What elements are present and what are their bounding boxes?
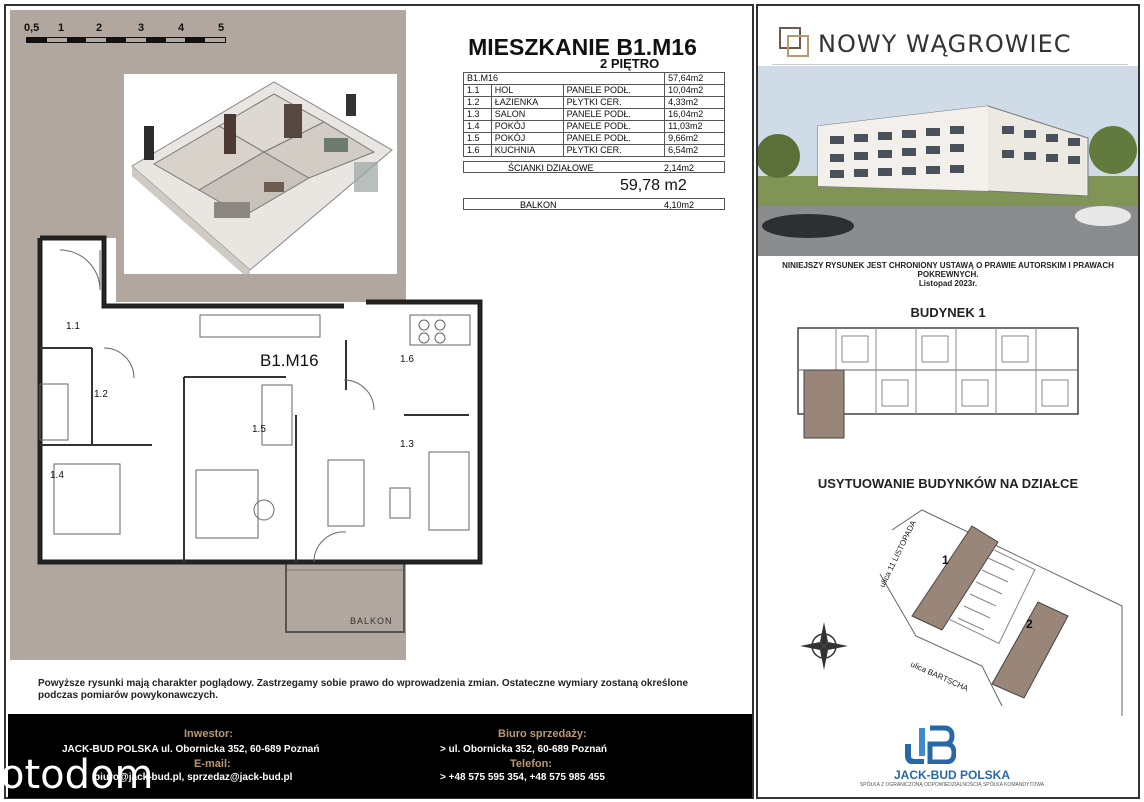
room-name: POKÓJ — [491, 121, 563, 133]
brand-header — [772, 20, 1128, 65]
building-photo — [758, 66, 1138, 256]
building-title: BUDYNEK 1 — [910, 305, 986, 320]
room-label: 1.1 — [66, 321, 80, 332]
room-number: 1.5 — [464, 133, 492, 145]
scale-bar — [20, 22, 240, 48]
room-name: POKÓJ — [491, 133, 563, 145]
copyright-notice — [758, 261, 1138, 288]
table-row — [464, 145, 725, 157]
balcony-area: 4,10m2 — [664, 200, 695, 210]
room-label: 1.2 — [94, 389, 108, 400]
table-row — [464, 133, 725, 145]
street-label: ulica BARTSCHA — [909, 659, 970, 694]
disclaimer-text: Powyższe rysunki mają charakter poglądowy. Zastrzegamy sobie prawo do wprowadzenia zmian. Ostateczne wymiary zostaną określone podczas pomiarów powykonawczych. — [38, 678, 689, 701]
room-name: KUCHNIA — [491, 145, 563, 157]
site-title: USYTUOWANIE BUDYNKÓW NA DZIAŁCE — [817, 476, 1079, 491]
total-area: 59,78 m2 — [620, 177, 687, 194]
walls-area: 2,14m2 — [664, 163, 695, 173]
table-row — [464, 97, 725, 109]
building-2-label: 2 — [1026, 617, 1033, 631]
room-name: HOL — [491, 85, 563, 97]
room-finish: PANELE PODŁ. — [563, 85, 665, 97]
scale-label: 5 — [218, 22, 225, 34]
building-plan — [796, 324, 1082, 442]
table-row — [464, 121, 725, 133]
room-label: 1.4 — [50, 470, 64, 481]
copyright-line: NINIEJSZY RYSUNEK JEST CHRONIONY USTAWĄ O PRAWIE AUTORSKIM I PRAWACH POKREWNYCH. — [782, 261, 1114, 279]
office-text: > ul. Obornicka 352, 60-689 Poznań — [440, 744, 608, 755]
phone-label: Telefon: — [510, 758, 552, 770]
room-name: ŁAZIENKA — [491, 97, 563, 109]
scale-label: 3 — [138, 22, 145, 34]
room-finish: PANELE PODŁ. — [563, 109, 665, 121]
room-area: 16,04m2 — [665, 109, 725, 121]
room-number: 1.3 — [464, 109, 492, 121]
site-plan — [792, 506, 1132, 716]
room-area: 4,33m2 — [665, 97, 725, 109]
room-label: 1.5 — [252, 424, 266, 435]
floor-label: 2 PIĘTRO — [600, 56, 660, 71]
room-finish: PANELE PODŁ. — [563, 133, 665, 145]
email-label: E-mail: — [194, 758, 231, 770]
room-number: 1.4 — [464, 121, 492, 133]
balcony-plan-label: BALKON — [350, 616, 393, 626]
table-row — [464, 85, 725, 97]
room-label: 1.6 — [400, 354, 414, 365]
brand-name: NOWY WĄGROWIEC — [818, 30, 1072, 58]
balcony-label: BALKON — [520, 200, 557, 210]
table-row — [464, 109, 725, 121]
office-label: Biuro sprzedaży: — [498, 728, 587, 740]
room-area: 10,04m2 — [665, 85, 725, 97]
apartment-plan-label: B1.M16 — [260, 351, 319, 370]
walls-label: ŚCIANKI DZIAŁOWE — [508, 163, 594, 173]
copyright-date: Listopad 2023r. — [918, 279, 978, 288]
compass-icon — [800, 622, 848, 670]
scale-graduation — [26, 37, 226, 43]
room-number: 1.2 — [464, 97, 492, 109]
room-area: 6,54m2 — [665, 145, 725, 157]
room-finish: PŁYTKI CER. — [563, 145, 665, 157]
apartment-title: MIESZKANIE B1.M16 — [468, 34, 697, 60]
floor-plan — [24, 230, 504, 640]
company-name: JACK-BUD POLSKA — [893, 768, 1010, 782]
rooms-area: 57,64m2 — [665, 73, 725, 85]
street-label: ulica 11 LISTOPADA — [877, 518, 918, 589]
room-area: 11,03m2 — [665, 121, 725, 133]
info-panel — [756, 4, 1140, 799]
company-logo-icon — [900, 724, 956, 764]
email-text: biuro@jack-bud.pl, sprzedaz@jack-bud.pl — [94, 772, 293, 783]
room-number: 1.6 — [464, 145, 492, 157]
walls-row — [463, 161, 725, 173]
watermark: otodom — [0, 752, 154, 798]
balcony-row — [463, 198, 725, 210]
room-finish: PŁYTKI CER. — [563, 97, 665, 109]
room-area: 9,66m2 — [665, 133, 725, 145]
company-tagline: SPÓŁKA Z OGRANICZONĄ ODPOWIEDZIALNOŚCIĄ SPÓŁKA KOMANDYTOWA — [859, 782, 1045, 788]
table-row — [464, 73, 725, 85]
room-label: 1.3 — [400, 439, 414, 450]
rooms-table — [463, 72, 725, 157]
room-finish: PANELE PODŁ. — [563, 121, 665, 133]
scale-label: 2 — [96, 22, 103, 34]
rooms-code: B1.M16 — [464, 73, 665, 85]
room-number: 1.1 — [464, 85, 492, 97]
scale-label: 0,5 — [24, 22, 40, 34]
investor-label: Inwestor: — [184, 728, 233, 740]
brand-logo-icon — [776, 24, 812, 60]
phone-text: > +48 575 595 354, +48 575 985 455 — [440, 772, 605, 783]
building-1-label: 1 — [942, 553, 949, 567]
investor-text: JACK-BUD POLSKA ul. Obornicka 352, 60-689 Poznań — [62, 744, 320, 755]
room-name: SALON — [491, 109, 563, 121]
scale-label: 4 — [178, 22, 185, 34]
scale-label: 1 — [58, 22, 65, 34]
